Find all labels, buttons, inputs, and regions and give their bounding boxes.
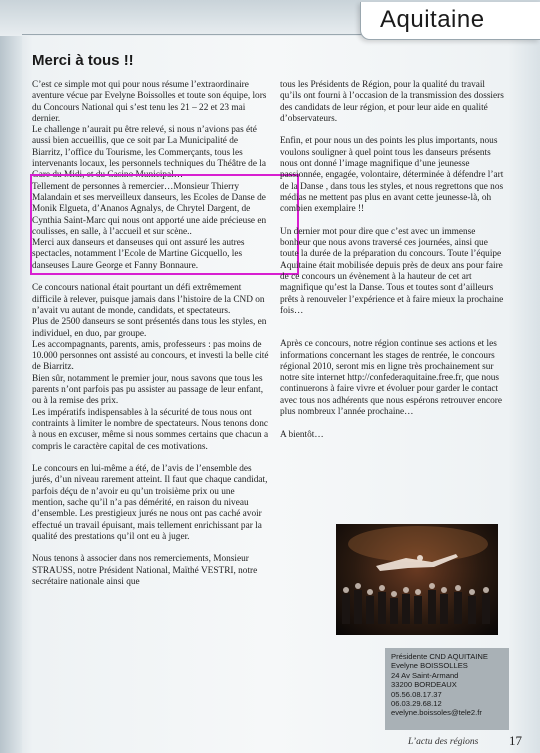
region-title: Aquitaine <box>380 6 485 33</box>
contact-mobile: 06.03.29.68.12 <box>391 699 442 709</box>
paragraph: Les accompagnants, parents, amis, professeurs : pas moins de 10.000 personnes ont assisté au concours, et investi la belle cité de Biarritz. <box>32 339 269 373</box>
sign-off: A bientôt… <box>280 429 324 440</box>
contact-city: 33200 BORDEAUX <box>391 680 457 690</box>
paragraph: Les impératifs indispensables à la sécurité de tous nous ont contraints à limiter le nombre de spectateurs. Nous tenons donc à nous en excuser, même si nous sommes certains que chacun a compris le caractère capital de ces motivations. <box>32 407 269 452</box>
contact-name: Evelyne BOISSOLLES <box>391 661 468 671</box>
paragraph: Nous tenons à associer dans nos remerciements, Monsieur STRAUSS, notre Président National, Maïthé VESTRI, notre secrétaire nationale ainsi que <box>32 554 258 588</box>
paragraph: Enfin, et pour nous un des points les plus importants, nous voulons souligner à quel point tous les danseurs présents nous ont donné l’image magnifique d’une jeunesse passionnée, engagée, volontaire, déterminée à défendre l’art de la Danse , dans tous les styles, et nous regrettons que nos médias ne mettent pas plus en avant cette jeunesse-là, oh combien exemplaire !! <box>280 136 504 215</box>
paragraph-highlighted: Tellement de personnes à remercier…Monsieur Thierry Malandain et ses merveilleux danseurs, les Ecoles de Danse de Monik Elgueta, d’Ananos Agnalys, de Chrytel Dargent, de Cynthia Saint-Marc qui nous ont apporté une aide précieuse en coulisses, en salle, à l’accueil et sur scène.. <box>32 181 267 237</box>
paragraph: Un dernier mot pour dire que c’est avec un immense bonheur que nous avons traversé ces journées, ainsi que toute la durée de la préparation du concours. Toute l’équipe Aquitaine était mobilisée depuis près de deux ans pour faire de ce concours un évènement à la hauteur de cet art magnifique qu’est la Danse. Tous et toutes sont d’ailleurs prêts à renouveler l’expérience et à faire mieux la prochaine fois… <box>280 226 504 316</box>
left-column <box>32 80 269 600</box>
paragraph: Le concours en lui-même a été, de l’avis de l’ensemble des jurés, d’un niveau rarement atteint. Il faut que chaque candidat, parfois déçu de n’avoir eu qu’un troisième prix ou une mention, sache qu’il n’a pas démérité, en raison du niveau d’ensemble. Les prestigieux jurés ne nous ont pas caché avoir effectué un travail épuisant, mais tellement enrichissant par la qualité des prestations qu’il ont eu à juger. <box>32 464 268 542</box>
page-edge-gradient <box>0 0 22 753</box>
article-title: Merci à tous !! <box>32 52 134 69</box>
highlight-box <box>30 174 299 275</box>
section-footer-label: L’actu des régions <box>408 737 479 747</box>
contact-title: Présidente CND AQUITAINE <box>391 652 488 661</box>
right-column <box>280 80 508 452</box>
paragraph: Après ce concours, notre région continue ses actions et les informations concernant les stages de rentrée, le concours régional 2010, seront mis en ligne très prochainement sur notre site internet http://confederaquitaine.free.fr, que nous continuerons à faire vivre et évoluer pour garder le contact avec tous nos adhérents que nous espérons retrouver encore plus nombreux l’année prochaine… <box>280 339 503 418</box>
contact-email: evelyne.boissoles@tele2.fr <box>391 708 482 718</box>
paragraph: tous les Présidents de Région, pour la qualité du travail qu’ils ont fourni à l’occasion de la transmission des dossiers des candidats de leur région, et pour leur aide en qualité d’observateurs. <box>280 80 504 124</box>
contact-phone: 05.56.08.17.37 <box>391 689 442 699</box>
paragraph: Merci aux danseurs et danseuses qui ont assuré les autres spectacles, notamment l’Ecole de Martine Gicquello, les danseuses Laure George et Fanny Bonnaure. <box>32 238 245 271</box>
dance-photo <box>336 524 498 635</box>
contact-street: 24 Av Saint-Armand <box>391 670 459 680</box>
paragraph: Le challenge n’aurait pu être relevé, si nous n’avions pas été aussi bien accueillis, que ce soit par La Municipalité de Biarritz, l’office du Tourisme, les Commerçants, tous les intervenants locaux, les personnels techniques du Théâtre de la Gare du Midi, et du Casino Municipal… <box>32 125 266 181</box>
paragraph: Bien sûr, notamment le premier jour, nous savons que tous les parents n’ont parfois pas pu assister au passage de leur enfant, ou à la remise des prix. <box>32 373 264 407</box>
paragraph: C’est ce simple mot qui pour nous résume l’extraordinaire aventure vécue par Evelyne Boissolles et toute son équipe, lors du Concours National qui s’est tenu les 21 – 22 et 23 mai dernier. <box>32 80 267 124</box>
paragraph: Ce concours national était pourtant un défi extrêmement difficile à relever, puisque jamais dans l’histoire de la CND on n’avait vu autant de monde, candidats, et spectateurs. <box>32 283 265 316</box>
header-rule <box>22 34 362 35</box>
paragraph: Plus de 2500 danseurs se sont présentés dans tous les styles, en individuel, en duo, par groupe. <box>32 317 267 339</box>
page-number: 17 <box>509 733 522 748</box>
contact-box <box>385 648 509 730</box>
dancer-silhouettes <box>336 524 498 635</box>
